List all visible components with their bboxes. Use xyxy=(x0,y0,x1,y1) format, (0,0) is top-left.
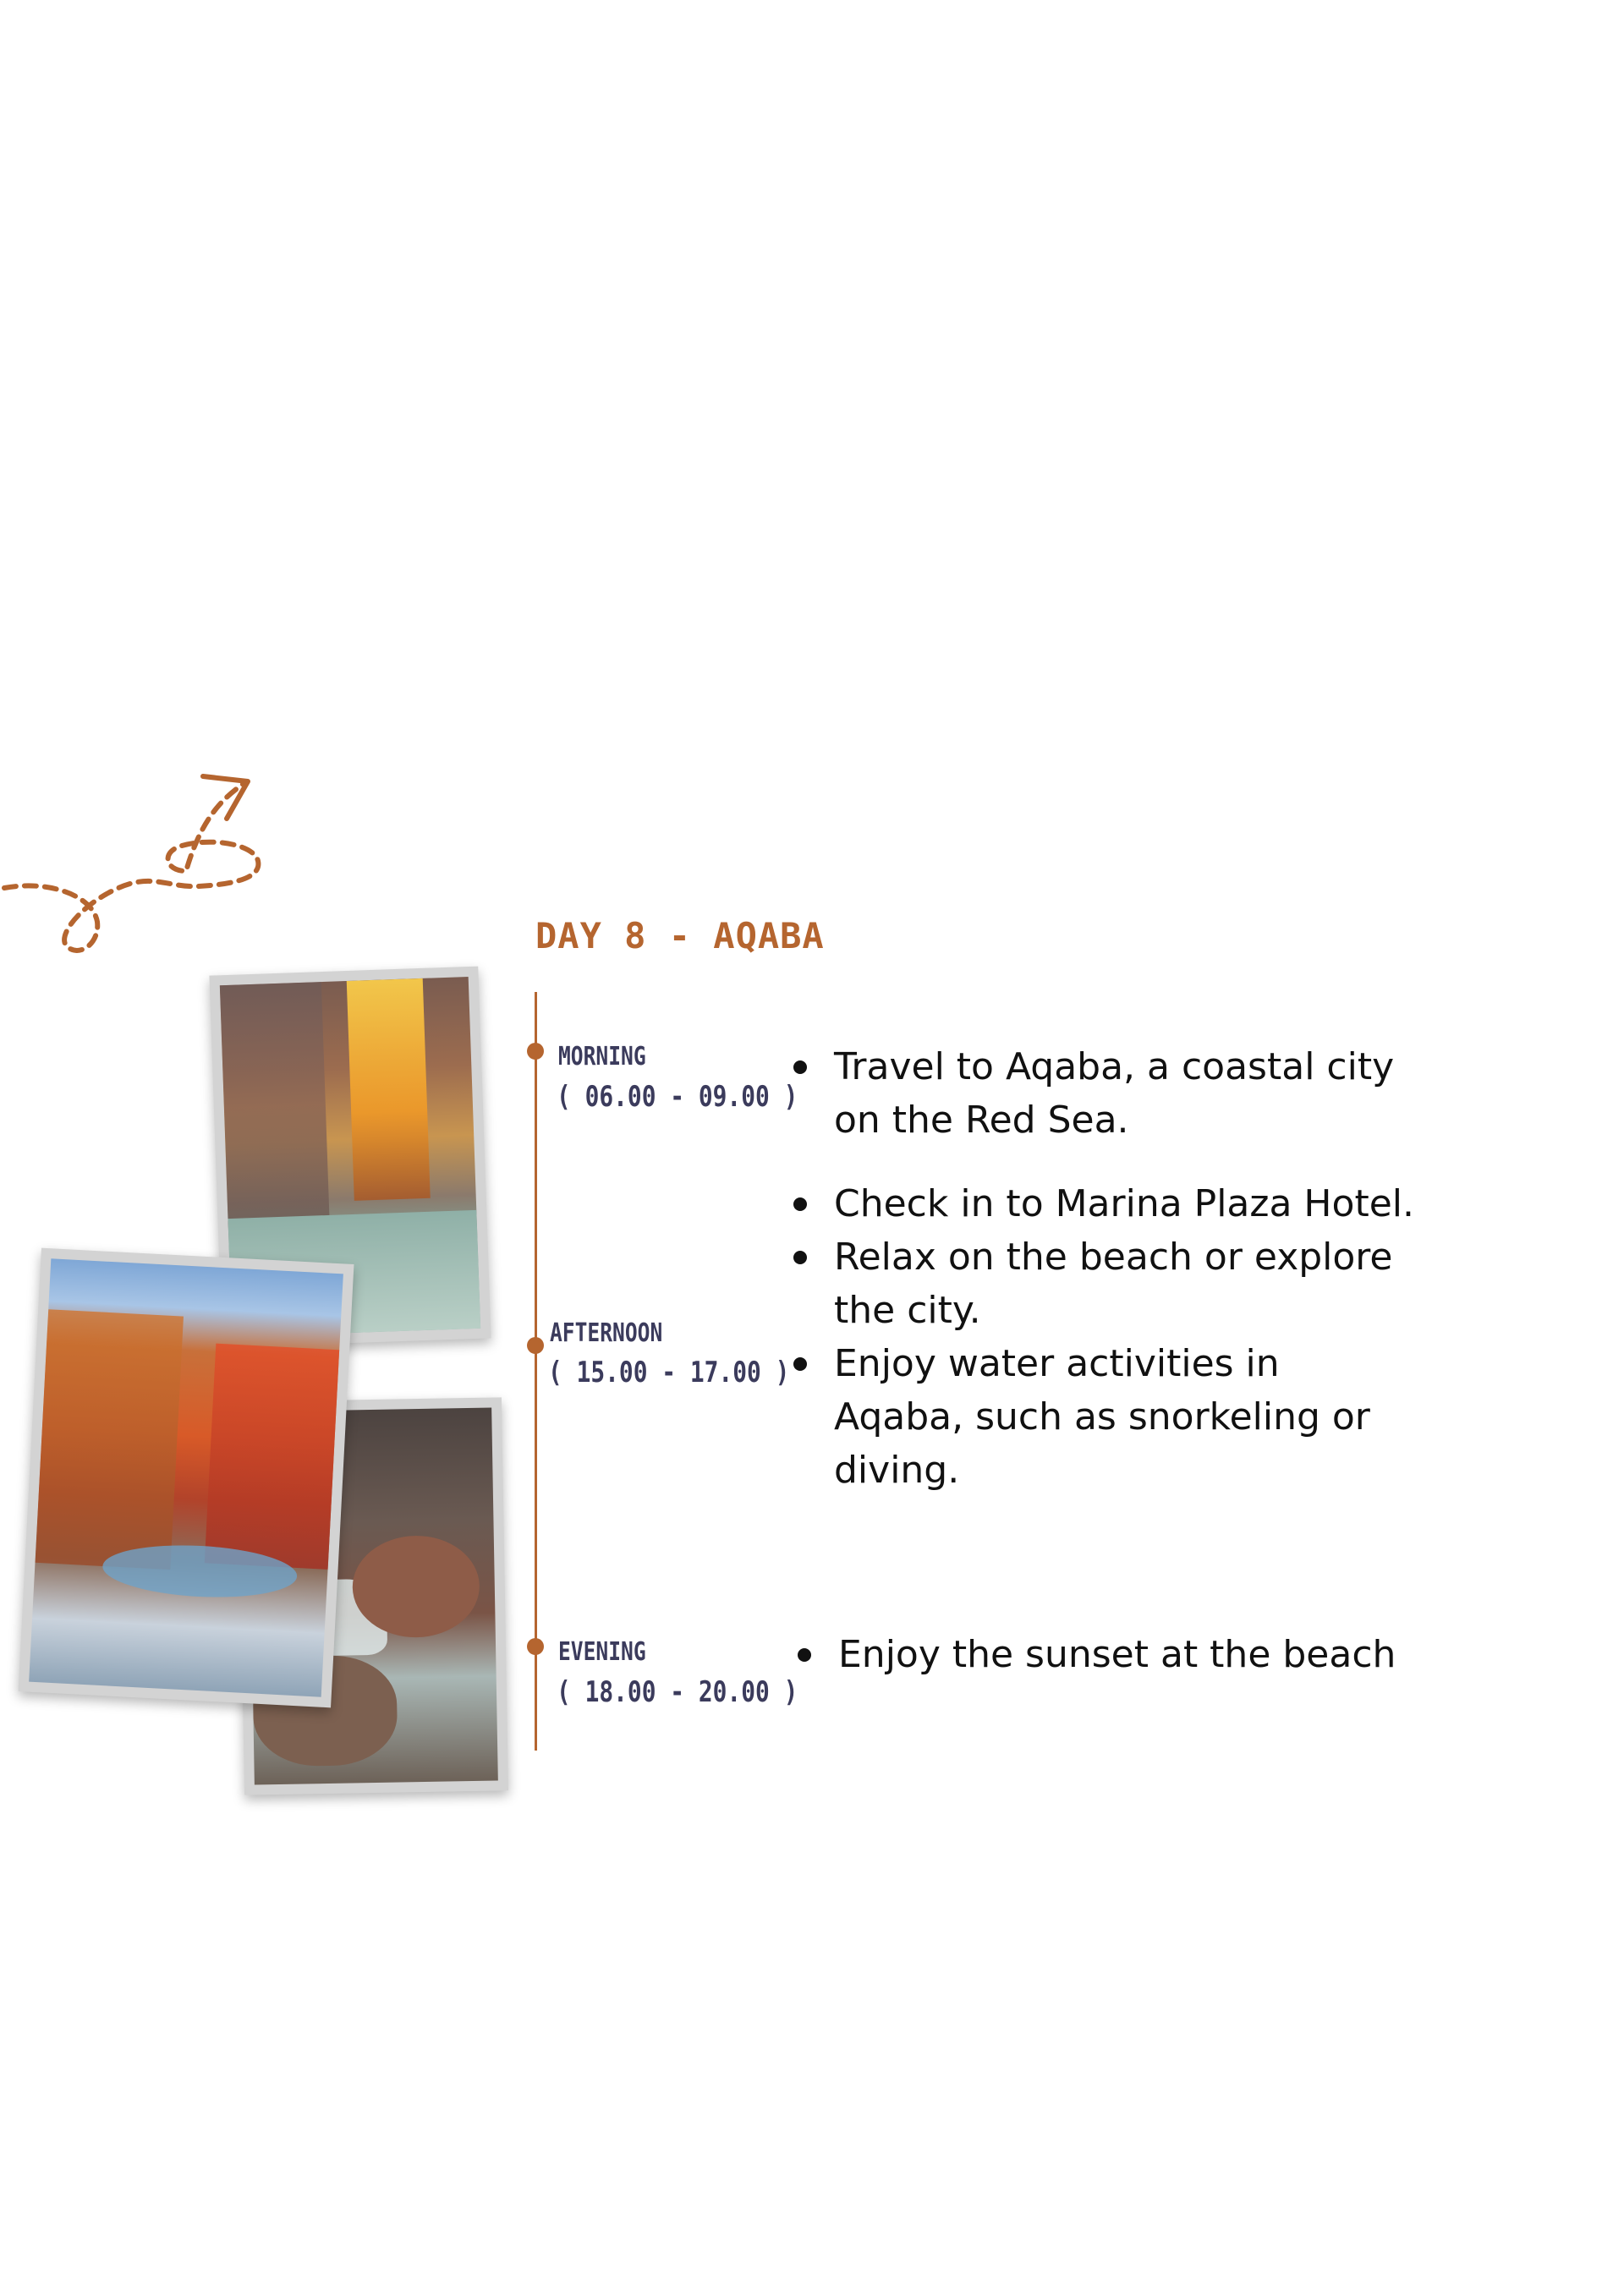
bullet-icon xyxy=(798,1648,811,1662)
timeline-dot-morning xyxy=(527,1043,544,1060)
period-time-morning: ( 06.00 - 09.00 ) xyxy=(557,1080,798,1114)
timeline-dot-afternoon xyxy=(527,1337,544,1354)
timeline-line xyxy=(535,992,537,1751)
day-title: DAY 8 - AQABA xyxy=(535,915,825,956)
dashed-loop-arrow-icon xyxy=(0,761,279,981)
list-item xyxy=(798,1628,1424,1681)
period-label-morning: MORNING xyxy=(558,1042,646,1071)
activity-text: Enjoy water activities in Aqaba, such as snorkeling or diving. xyxy=(834,1342,1370,1492)
activity-text: Travel to Aqaba, a coastal city on the Red Sea. xyxy=(834,1045,1395,1142)
list-item xyxy=(793,1230,1419,1337)
list-item xyxy=(793,1177,1419,1230)
bullet-icon xyxy=(793,1251,807,1264)
activity-list-afternoon xyxy=(793,1177,1419,1497)
period-time-evening: ( 18.00 - 20.00 ) xyxy=(557,1675,798,1709)
activity-text: Check in to Marina Plaza Hotel. xyxy=(834,1182,1414,1225)
bullet-icon xyxy=(793,1197,807,1211)
bullet-icon xyxy=(793,1060,807,1074)
red-canyon-stream-photo xyxy=(19,1248,354,1708)
period-time-afternoon: ( 15.00 - 17.00 ) xyxy=(548,1356,790,1389)
list-item xyxy=(793,1337,1419,1497)
activity-text: Relax on the beach or explore the city. xyxy=(834,1236,1393,1332)
timeline-dot-evening xyxy=(527,1638,544,1655)
period-label-evening: EVENING xyxy=(558,1637,646,1667)
period-label-afternoon: AFTERNOON xyxy=(550,1318,663,1348)
bullet-icon xyxy=(793,1357,807,1371)
activity-text: Enjoy the sunset at the beach xyxy=(838,1633,1396,1676)
activity-list-morning xyxy=(793,1040,1419,1147)
activity-list-evening xyxy=(798,1628,1424,1681)
list-item xyxy=(793,1040,1419,1147)
